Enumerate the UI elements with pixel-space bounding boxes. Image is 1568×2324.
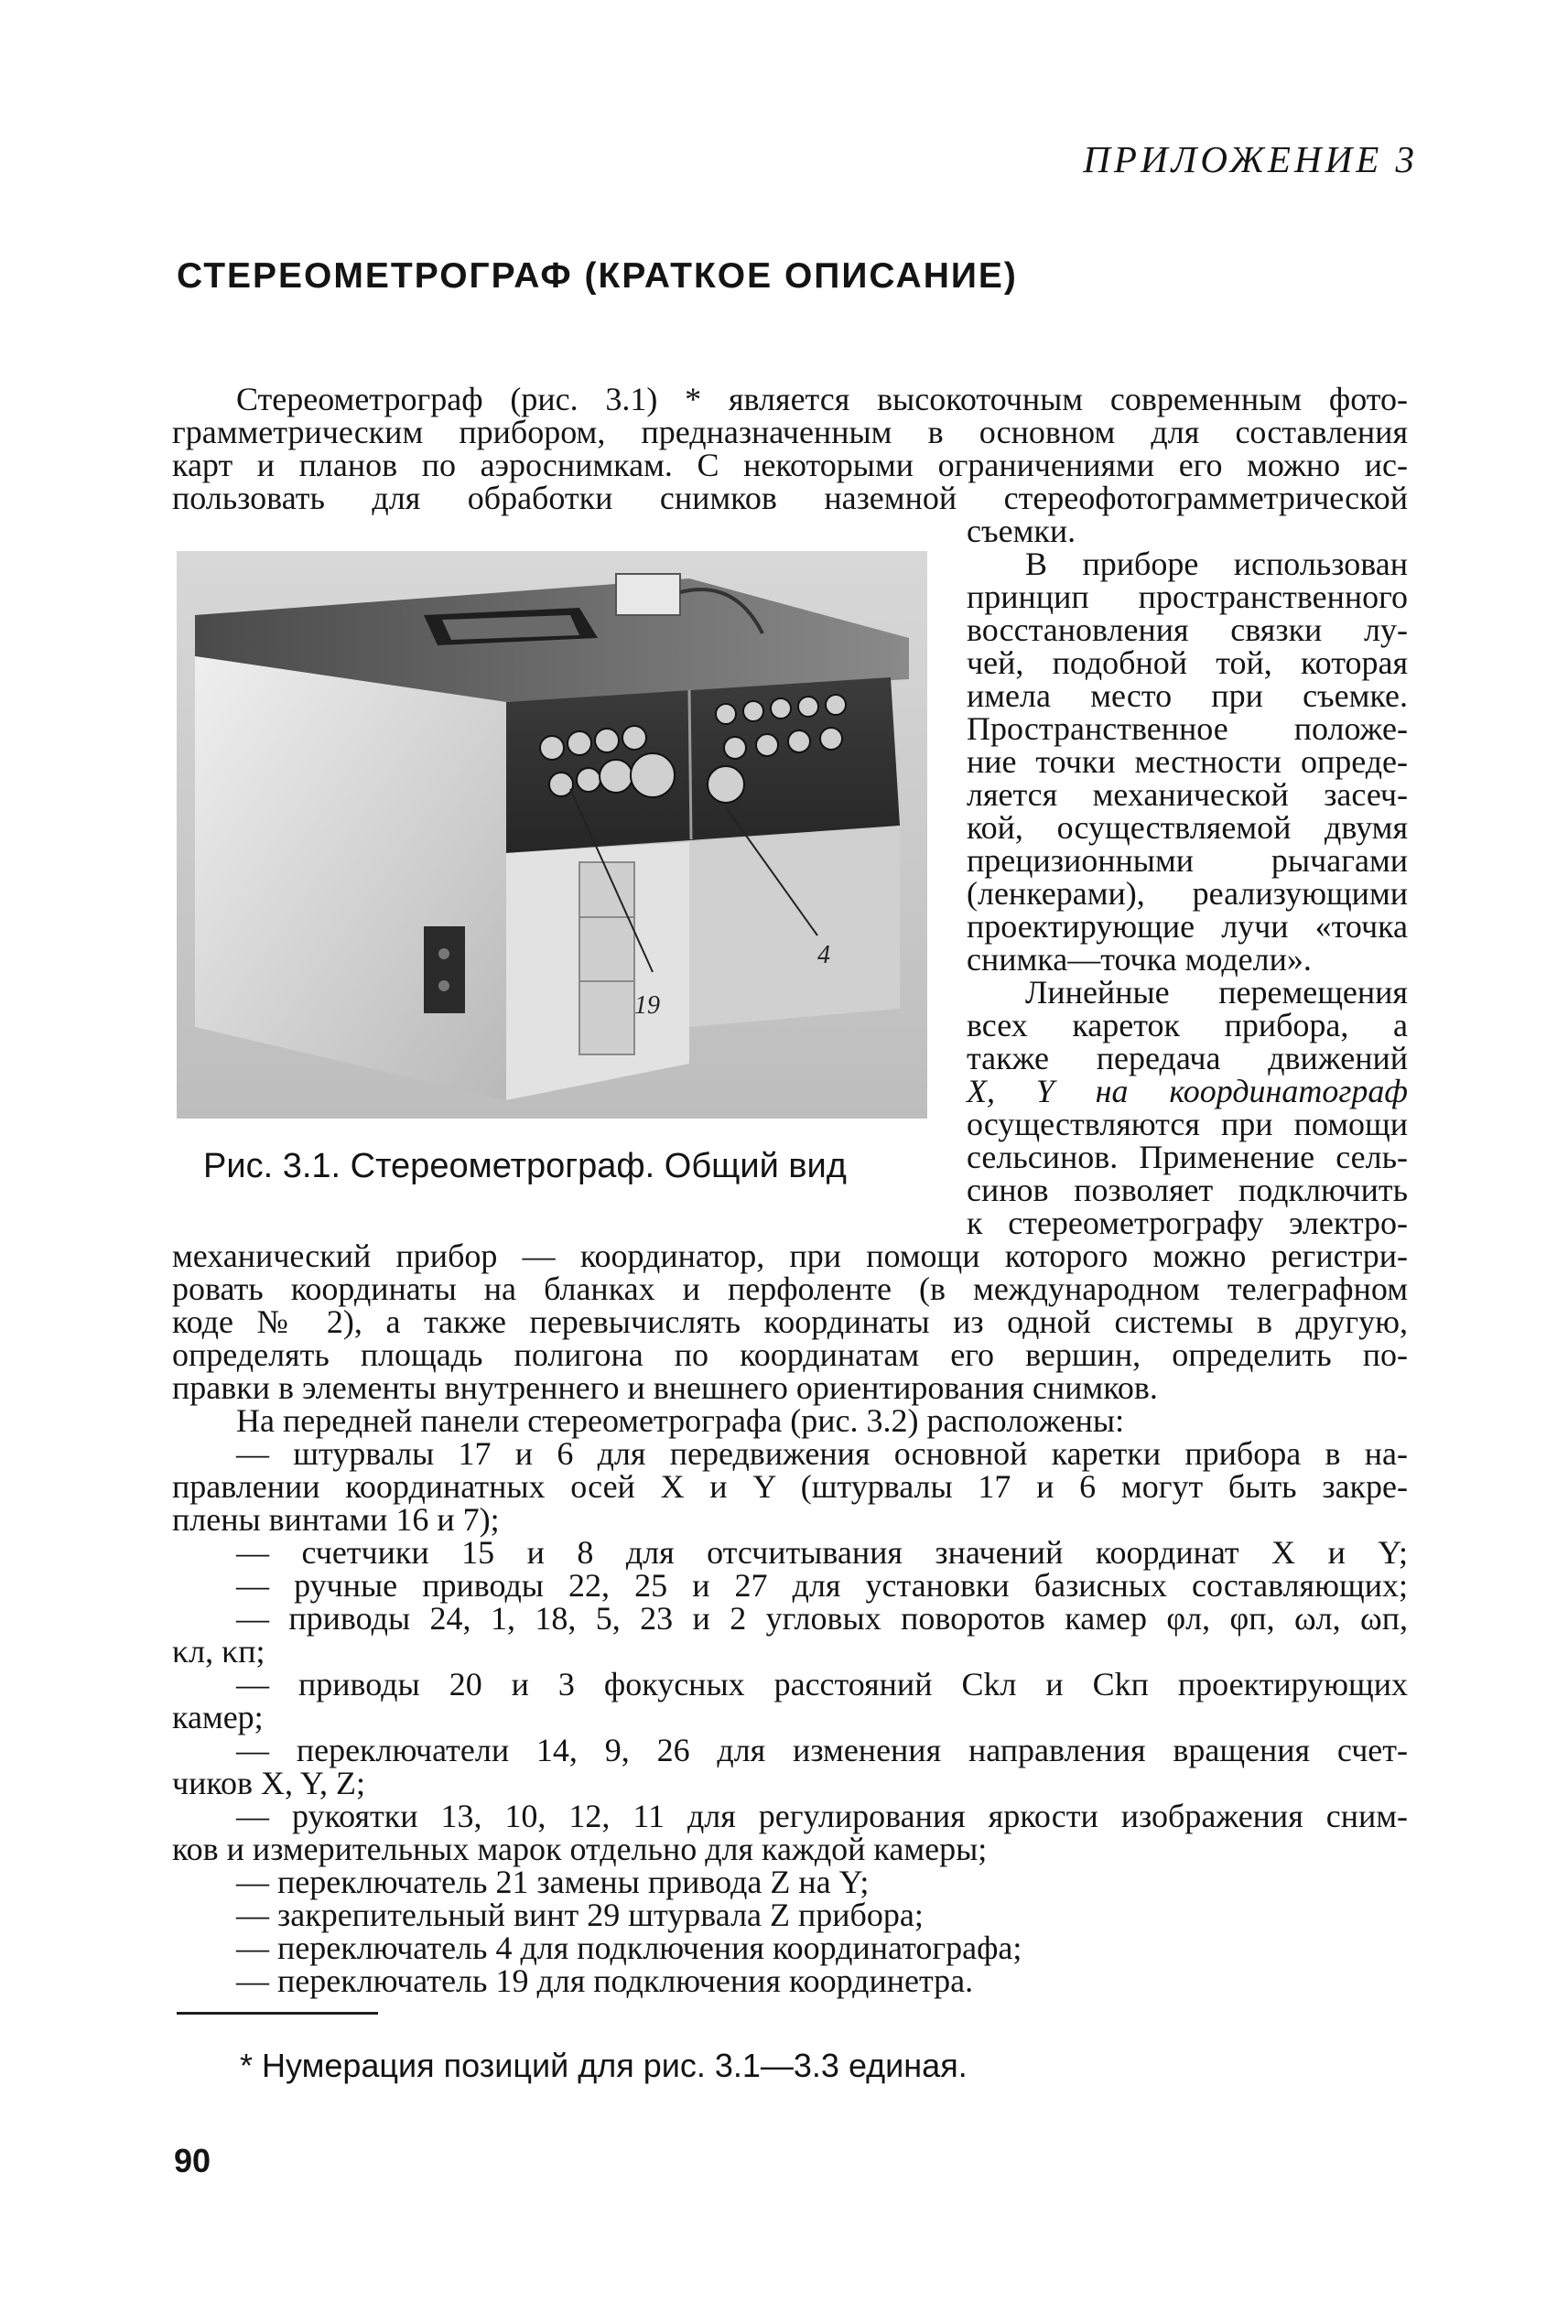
body-line: X, Y на координатограф xyxy=(967,1073,1408,1109)
callout-4: 4 xyxy=(817,941,830,969)
body-line: сельсинов. Применение сель- xyxy=(967,1139,1408,1175)
body-line: кой, осуществляемой двумя xyxy=(967,809,1408,846)
body-line: съемки. xyxy=(967,513,1076,549)
list-item: — приводы 20 и 3 фокусных расстояний Ckл и Ckп проектирующих xyxy=(236,1666,1408,1702)
body-line: ровать координаты на бланках и перфоленте (в международном телеграфном xyxy=(172,1270,1408,1307)
body-line: пользовать для обработки снимков наземной стереофотограмметрической xyxy=(172,480,1408,516)
body-line: синов позволяет подключить xyxy=(967,1172,1408,1208)
body-line: В приборе использован xyxy=(1025,546,1408,582)
list-item: — переключатель 21 замены привода Z на Y; xyxy=(236,1864,870,1900)
body-line: всех кареток прибора, а xyxy=(967,1007,1408,1043)
list-item: — приводы 24, 1, 18, 5, 23 и 2 угловых поворотов камер φл, φп, ωл, ωп, xyxy=(236,1600,1408,1637)
body-line: ляется механической засеч- xyxy=(967,776,1408,813)
list-item-cont: κл, κп; xyxy=(172,1633,265,1670)
body-line: имела место при съемке. xyxy=(967,677,1408,714)
body-line: Линейные перемещения xyxy=(1025,974,1408,1011)
body-line: определять площадь полигона по координатам его вершин, определить по- xyxy=(172,1336,1408,1373)
list-item: — переключатель 19 для подключения координетра. xyxy=(236,1962,974,1999)
body-line: также передача движений xyxy=(967,1040,1408,1076)
figure-caption: Рис. 3.1. Стереометрограф. Общий вид xyxy=(203,1147,847,1185)
section-title: СТЕРЕОМЕТРОГРАФ (КРАТКОЕ ОПИСАНИЕ) xyxy=(177,256,1018,296)
body-line: прецизионными рычагами xyxy=(967,842,1408,879)
list-item: — штурвалы 17 и 6 для передвижения основной каретки прибора в на- xyxy=(236,1435,1408,1472)
stereometrograph-photo xyxy=(177,551,927,1119)
body-line: принцип пространственного xyxy=(967,578,1408,615)
body-line: ние точки местности опреде- xyxy=(967,743,1408,780)
list-item-cont: чиков X, Y, Z; xyxy=(172,1765,366,1801)
body-line: Пространственное положе- xyxy=(967,710,1408,747)
body-line: Стереометрограф (рис. 3.1) * является высокоточным современным фото- xyxy=(236,381,1408,417)
body-line: (ленкерами), реализующими xyxy=(967,875,1408,912)
body-line: восстановления связки лу- xyxy=(967,611,1408,648)
body-line: снимка—точка модели». xyxy=(967,941,1312,978)
list-item-cont: камер; xyxy=(172,1699,264,1735)
body-line: На передней панели стереометрографа (рис. 3.2) расположены: xyxy=(236,1402,1125,1439)
list-item: — переключатели 14, 9, 26 для изменения направления вращения счет- xyxy=(236,1732,1408,1768)
body-line: карт и планов по аэроснимкам. С некоторыми ограничениями его можно ис- xyxy=(172,447,1408,483)
list-item-cont: плены винтами 16 и 7); xyxy=(172,1501,500,1538)
appendix-label: ПРИЛОЖЕНИЕ 3 xyxy=(1083,138,1418,180)
body-line: чей, подобной той, которая xyxy=(967,644,1408,681)
list-item-cont: правлении координатных осей X и Y (штурвалы 17 и 6 могут быть закре- xyxy=(172,1468,1408,1505)
callout-19: 19 xyxy=(634,991,660,1020)
body-line: грамметрическим прибором, предназначенным в основном для составления xyxy=(172,414,1408,450)
list-item: — счетчики 15 и 8 для отсчитывания значений координат X и Y; xyxy=(236,1534,1408,1571)
list-item: — рукоятки 13, 10, 12, 11 для регулирования яркости изображения сним- xyxy=(236,1798,1408,1834)
list-item: — переключатель 4 для подключения координатографа; xyxy=(236,1929,1022,1966)
body-line: коде № 2), а также перевычислять координаты из одной системы в другую, xyxy=(172,1303,1408,1340)
body-line: проектирующие лучи «точка xyxy=(967,908,1408,945)
page-number: 90 xyxy=(174,2142,211,2179)
list-item: — закрепительный винт 29 штурвала Z прибора; xyxy=(236,1897,924,1933)
body-line: правки в элементы внутреннего и внешнего ориентирования снимков. xyxy=(172,1369,1158,1406)
list-item-cont: ков и измерительных марок отдельно для каждой камеры; xyxy=(172,1831,988,1867)
body-line: осуществляются при помощи xyxy=(967,1106,1408,1142)
list-item: — ручные приводы 22, 25 и 27 для установки базисных составляющих; xyxy=(236,1567,1408,1604)
footnote-divider xyxy=(177,2012,378,2015)
body-line: механический прибор — координатор, при помощи которого можно регистри- xyxy=(172,1238,1408,1274)
footnote: * Нумерация позиций для рис. 3.1—3.3 единая. xyxy=(240,2047,968,2084)
body-line: к стереометрографу электро- xyxy=(967,1205,1408,1241)
